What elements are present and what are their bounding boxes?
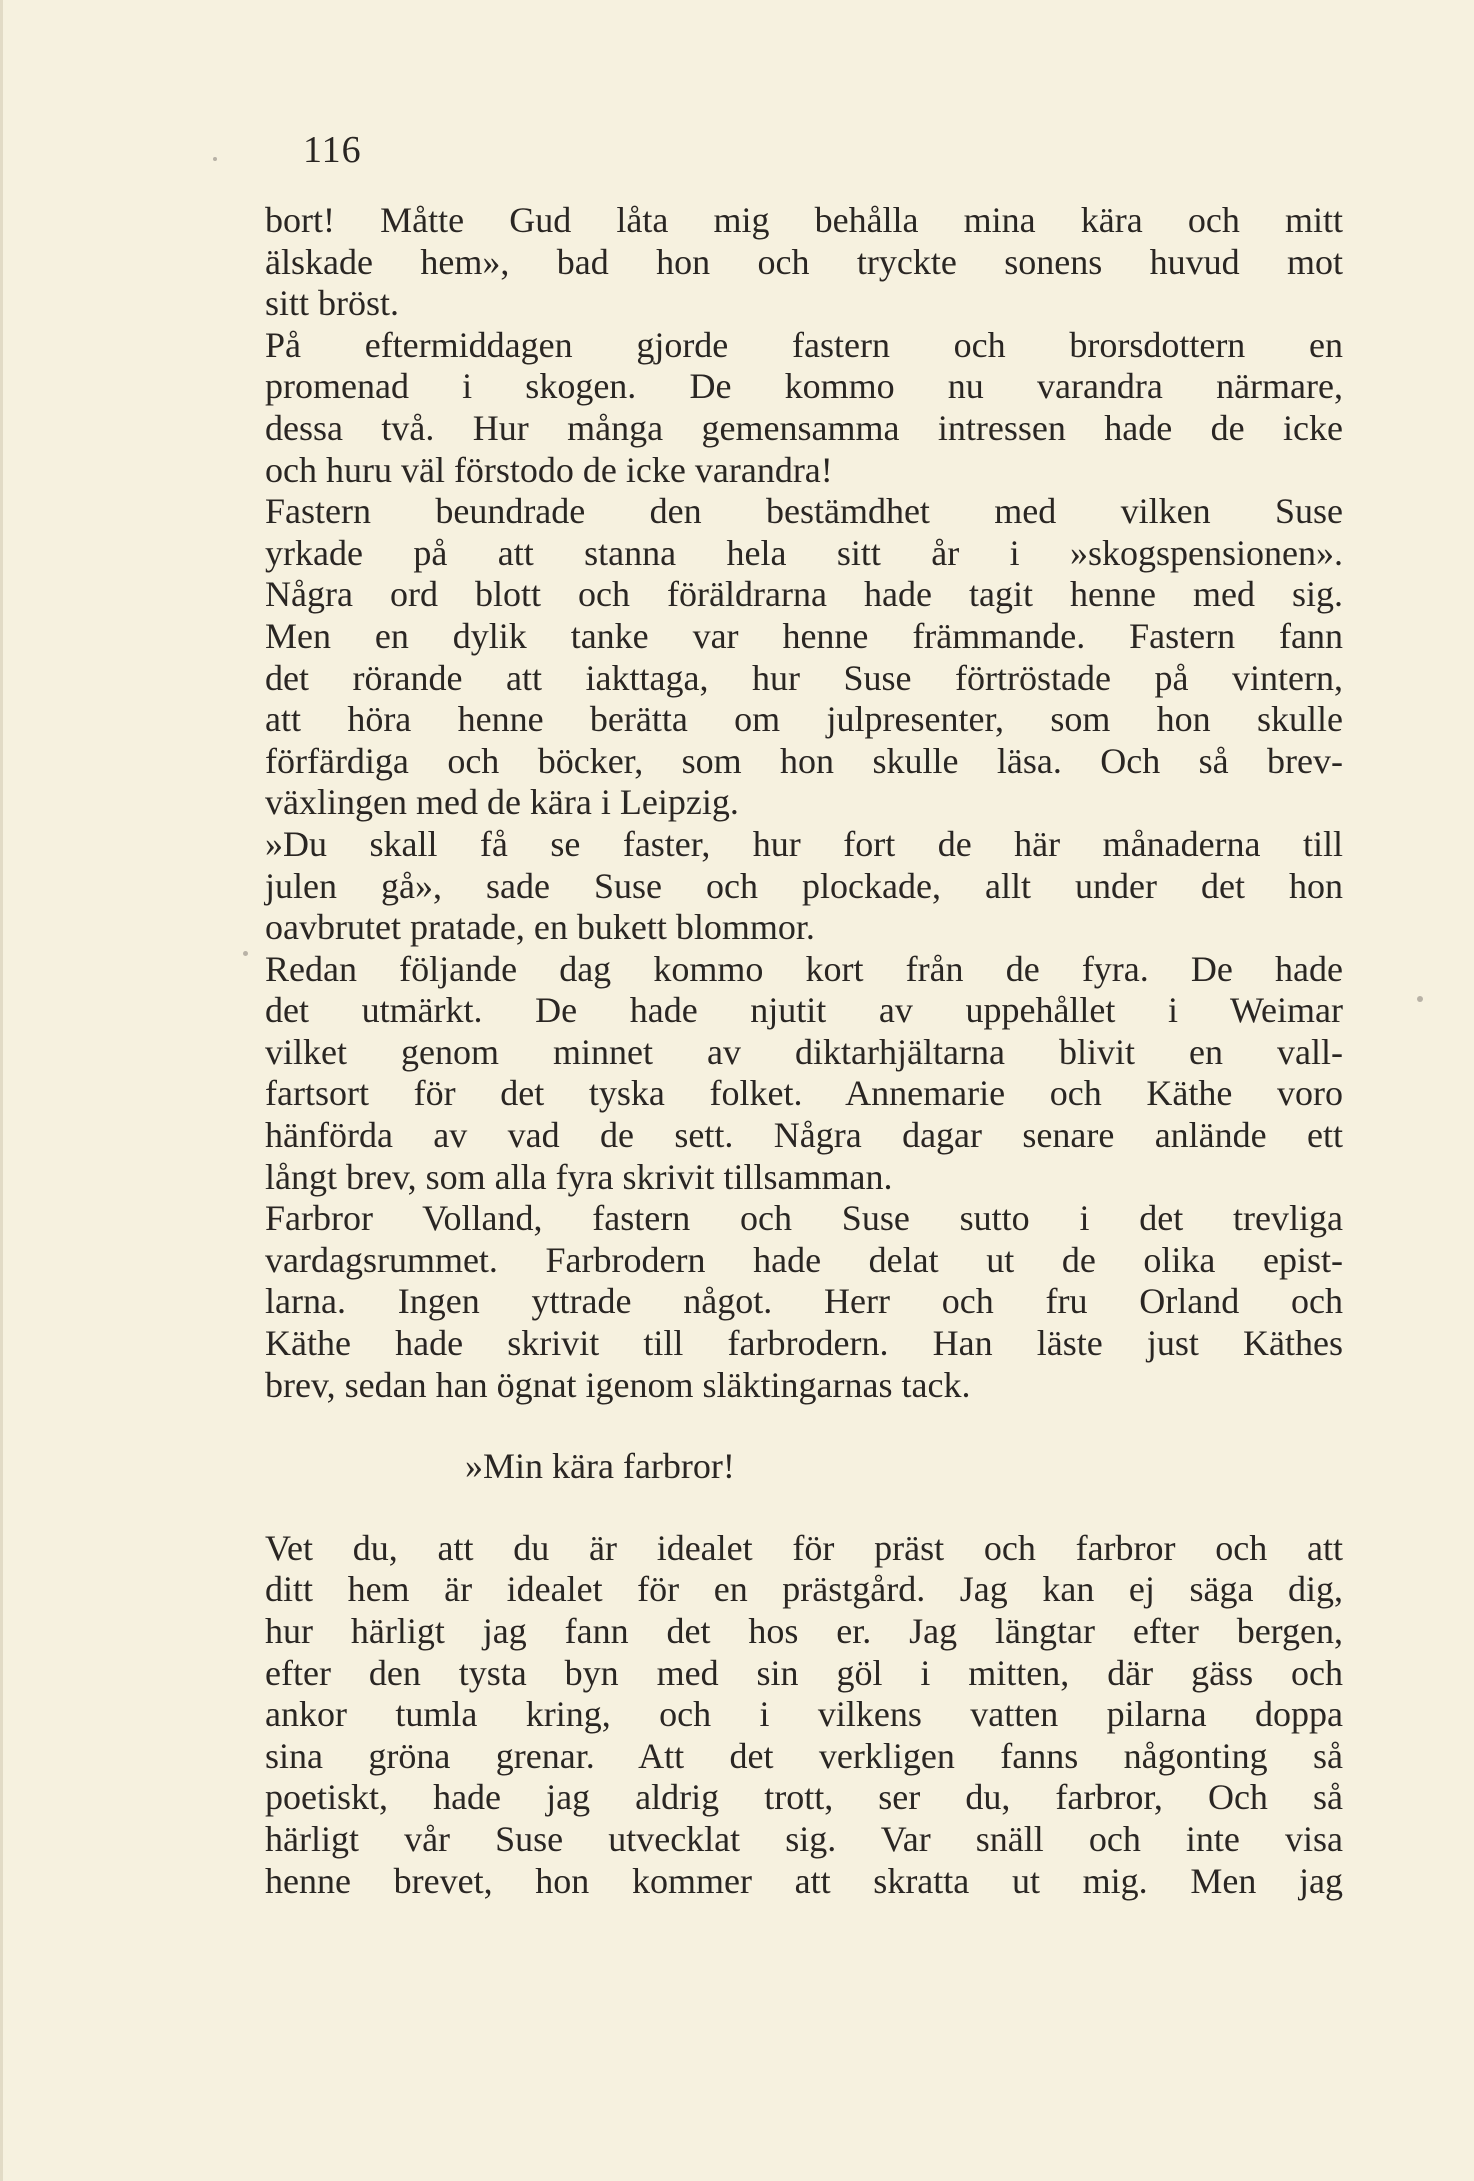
paper-speck	[213, 157, 217, 161]
text-line: vardagsrummet. Farbrodern hade delat ut de olika epist-	[265, 1239, 1343, 1280]
text-line: Några ord blott och föräldrarna hade tagit henne med sig.	[265, 574, 1343, 615]
paper-speck	[243, 951, 248, 956]
text-line: det utmärkt. De hade njutit av uppehållet i Weimar	[265, 990, 1343, 1031]
text-line: brev, sedan han ögnat igenom släktingarnas tack.	[265, 1364, 971, 1405]
text-line: hänförda av vad de sett. Några dagar senare anlände ett	[265, 1115, 1343, 1156]
text-line: julen gå», sade Suse och plockade, allt under det hon	[265, 865, 1343, 906]
text-line: oavbrutet pratade, en bukett blommor.	[265, 907, 815, 948]
text-line: ditt hem är idealet för en prästgård. Jag kan ej säga dig,	[265, 1569, 1343, 1610]
text-line: Fastern beundrade den bestämdhet med vilken Suse	[265, 491, 1343, 532]
text-line: bort! Måtte Gud låta mig behålla mina kära och mitt	[265, 200, 1343, 240]
text-line: hur härligt jag fann det hos er. Jag längtar efter bergen,	[265, 1611, 1343, 1651]
text-line: växlingen med de kära i Leipzig.	[265, 782, 739, 823]
text-line: Redan följande dag kommo kort från de fyra. De hade	[265, 948, 1343, 989]
text-before-letter	[265, 200, 1343, 1406]
text-line: sitt bröst.	[265, 283, 400, 324]
text-line: sina gröna grenar. Att det verkligen fanns någonting så	[265, 1735, 1343, 1776]
text-line: »Du skall få se faster, hur fort de här månaderna till	[265, 823, 1343, 864]
text-line: larna. Ingen yttrade något. Herr och fru Orland och	[265, 1281, 1343, 1322]
text-line: Farbror Volland, fastern och Suse sutto i det trevliga	[265, 1198, 1343, 1239]
text-line: På eftermiddagen gjorde fastern och brorsdottern en	[265, 324, 1343, 365]
page-number: 116	[303, 129, 362, 171]
text-line: och huru väl förstodo de icke varandra!	[265, 449, 833, 490]
text-line: poetiskt, hade jag aldrig trott, ser du, farbror, Och så	[265, 1777, 1343, 1818]
text-line: efter den tysta byn med sin göl i mitten, där gäss och	[265, 1652, 1343, 1693]
text-line: yrkade på att stanna hela sitt år i »skogspensionen».	[265, 532, 1343, 573]
spacing	[265, 1406, 1343, 1446]
text-line: fartsort för det tyska folket. Annemarie och Käthe voro	[265, 1073, 1343, 1114]
text-line: vilket genom minnet av diktarhjältarna blivit en vall-	[265, 1031, 1343, 1072]
text-line: Men en dylik tanke var henne främmande. Fastern fann	[265, 615, 1343, 656]
letter-body	[265, 1528, 1343, 1902]
letter-salutation: »Min kära farbror!	[465, 1446, 735, 1487]
text-line: förfärdiga och böcker, som hon skulle läsa. Och så brev-	[265, 740, 1343, 781]
text-line: att höra henne berätta om julpresenter, som hon skulle	[265, 699, 1343, 740]
text-line: promenad i skogen. De kommo nu varandra närmare,	[265, 366, 1343, 407]
text-line: älskade hem», bad hon och tryckte sonens huvud mot	[265, 241, 1343, 282]
text-line: långt brev, som alla fyra skrivit tillsamman.	[265, 1156, 893, 1197]
spacing	[265, 1488, 1343, 1528]
text-line: henne brevet, hon kommer att skratta ut mig. Men jag	[265, 1860, 1343, 1901]
text-line: Käthe hade skrivit till farbrodern. Han läste just Käthes	[265, 1323, 1343, 1364]
body-text	[265, 200, 1343, 1902]
text-line: dessa två. Hur många gemensamma intressen hade de icke	[265, 407, 1343, 448]
paper-speck	[1417, 996, 1423, 1002]
text-line: Vet du, att du är idealet för präst och farbror och att	[265, 1527, 1343, 1568]
text-line: ankor tumla kring, och i vilkens vatten pilarna doppa	[265, 1694, 1343, 1735]
text-line: härligt vår Suse utvecklat sig. Var snäll och inte visa	[265, 1818, 1343, 1859]
text-line: det rörande att iakttaga, hur Suse förtröstade på vintern,	[265, 657, 1343, 698]
